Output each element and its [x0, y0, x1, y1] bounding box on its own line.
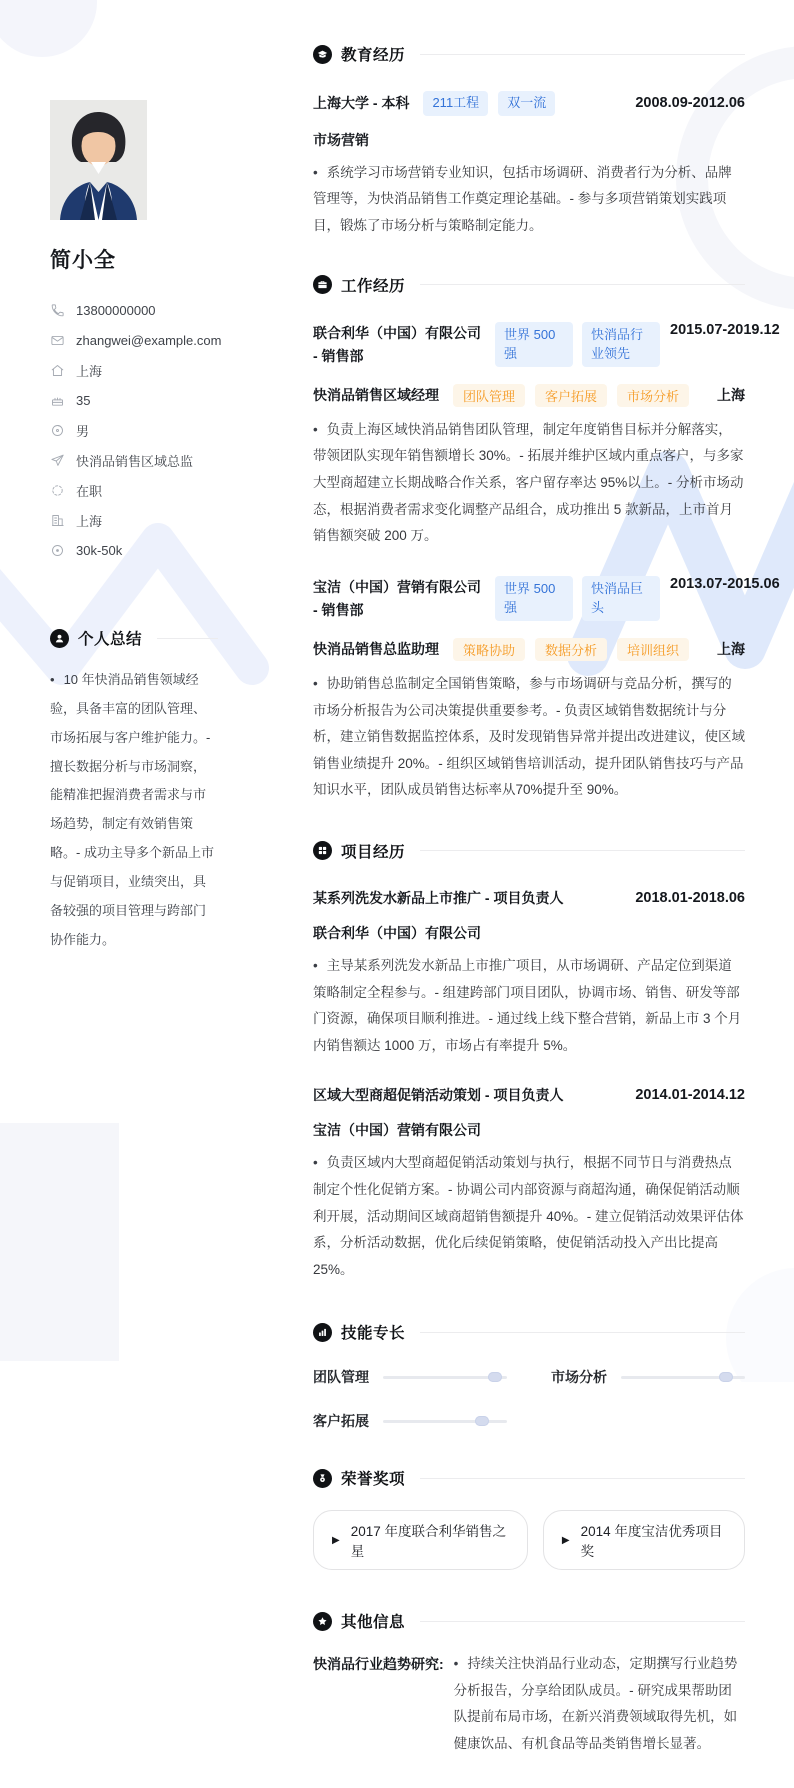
project-detail: • 负责区域内大型商超促销活动策划与执行，根据不同节日与消费热点制定个性化促销方案。- 协调公司内部资源与商超沟通，确保促销活动顺利开展，活动期间区域商超销售额提升 40%。- 建立促销活动效果评估体系，分析活动数据，优化后续促销策略，使促销活动投入产出比提高 25%。 [313, 1155, 744, 1277]
age-icon [50, 393, 65, 408]
summary-title: 个人总结 [78, 631, 143, 648]
play-icon: ▶ [332, 1534, 340, 1546]
contact-list [50, 295, 222, 565]
skill-name: 客户拓展 [313, 1413, 369, 1430]
company-tag: 世界 500 强 [495, 322, 573, 367]
contact-position [50, 445, 218, 475]
contact-email [50, 325, 222, 355]
medal-icon [313, 1469, 332, 1488]
contact-status-value: 在职 [76, 483, 103, 499]
work-location: 上海 [717, 641, 745, 658]
school-tag: 双一流 [498, 91, 555, 116]
other-section [313, 1610, 745, 1757]
projects-section [313, 840, 745, 1283]
company-name: 宝洁（中国）营销有限公司 - 销售部 [313, 578, 481, 618]
skill-item [551, 1367, 745, 1387]
contact-age [50, 385, 218, 415]
company-tag: 世界 500 强 [495, 576, 573, 621]
project-item [313, 1085, 745, 1283]
skill-slider[interactable] [383, 1376, 507, 1379]
work-location: 上海 [717, 387, 745, 404]
contact-city-value: 上海 [76, 513, 103, 529]
other-label: 快消品行业趋势研究: [313, 1656, 444, 1673]
project-name: 区域大型商超促销活动策划 - 项目负责人 [313, 1087, 564, 1104]
skill-slider[interactable] [383, 1420, 507, 1423]
star-icon [313, 1612, 332, 1631]
work-period: 2015.07-2019.12 [670, 321, 780, 338]
slider-handle[interactable] [475, 1416, 489, 1426]
contact-age-value: 35 [76, 392, 91, 408]
honor-pill[interactable] [543, 1510, 745, 1570]
summary-text: • 10 年快消品销售领域经验，具备丰富的团队管理、市场拓展与客户维护能力。- 擅长数据分析与市场洞察，能精准把握消费者需求与市场趋势，制定有效销售策略。- 成功主导多个新品上市与促销项目，业绩突出，具备较强的项目管理与跨部门协作能力。 [50, 672, 214, 947]
other-detail: • 持续关注快消品行业动态，定期撰写行业趋势分析报告，分享给团队成员。- 研究成果帮助团队提前布局市场，在新兴消费领域取得先机，如健康饮品、有机食品等品类销售增长显著。 [453, 1656, 738, 1752]
role-tag: 市场分析 [617, 384, 689, 407]
other-item [313, 1651, 745, 1757]
summary-section [50, 627, 218, 955]
honor-text: 2014 年度宝洁优秀项目奖 [580, 1524, 723, 1560]
role-title: 快消品销售区域经理 [313, 387, 439, 404]
briefcase-icon [313, 275, 332, 294]
slider-handle[interactable] [719, 1372, 733, 1382]
role-tag: 数据分析 [535, 638, 607, 661]
project-period: 2018.01-2018.06 [635, 889, 745, 906]
person-icon [50, 629, 69, 648]
education-detail: • 系统学习市场营销专业知识，包括市场调研、消费者行为分析、品牌管理等，为快消品销售工作奠定理论基础。- 参与多项营销策划实践项目，锻炼了市场分析与策略制定能力。 [313, 164, 732, 234]
company-tag: 快消品行业领先 [582, 322, 660, 367]
work-detail: • 负责上海区域快消品销售团队管理，制定年度销售目标并分解落实，带领团队实现年销售额增长 30%。- 拓展并维护区域内重点客户，与多家大型商超建立长期战略合作关系，客户留存率达 95%以上。- 分析市场动态，根据消费者需求变化调整产品组合，成功推出 5 款新品，上市首月销售额突破 200 万。 [313, 421, 744, 544]
skill-slider[interactable] [621, 1376, 745, 1379]
skill-item [313, 1411, 507, 1431]
contact-salary-value: 30k-50k [76, 542, 123, 558]
phone-icon [50, 303, 65, 318]
sidebar [50, 0, 222, 1758]
project-company: 宝洁（中国）营销有限公司 [313, 1122, 481, 1139]
home-icon [50, 363, 65, 378]
school-name: 上海大学 - 本科 [313, 95, 410, 112]
grid-icon [313, 841, 332, 860]
education-section [313, 43, 745, 240]
project-item [313, 888, 745, 1059]
education-title: 教育经历 [341, 47, 406, 64]
gender-icon [50, 423, 65, 438]
contact-gender [50, 415, 218, 445]
role-tag: 团队管理 [453, 384, 525, 407]
skills-title: 技能专长 [341, 1325, 406, 1343]
contact-position-value: 快消品销售区域总监 [76, 453, 194, 469]
other-title: 其他信息 [341, 1614, 406, 1632]
play-icon: ▶ [561, 1534, 570, 1546]
bar-chart-icon [313, 1323, 332, 1342]
work-item [313, 321, 780, 550]
school-tag: 211工程 [423, 91, 488, 116]
slider-handle[interactable] [488, 1372, 502, 1382]
contact-gender-value: 男 [76, 423, 90, 439]
education-item [313, 91, 745, 116]
skill-item [313, 1367, 507, 1387]
candidate-name: 简小全 [50, 249, 116, 272]
work-detail: • 协助销售总监制定全国销售策略，参与市场调研与竞品分析，撰写的市场分析报告为公司决策提供重要参考。- 负责区域销售数据统计与分析，建立销售数据监控体系，及时发现销售异常并提出改进建议，使区域销售业绩提升 20%。- 组织区域销售培训活动，提升团队销售技巧与产品知识水平，团队成员销售达标率从70%提升至 90%。 [313, 675, 745, 798]
graduation-cap-icon [313, 45, 332, 64]
position-icon [50, 453, 65, 468]
project-detail: • 主导某系列洗发水新品上市推广项目，从市场调研、产品定位到渠道策略制定全程参与。- 组建跨部门项目团队，协调市场、销售、研发等部门资源，确保项目顺利推进。- 通过线上线下整合营销，新品上市 3 个月内销售额达 1000 万，市场占有率提升 5%。 [313, 957, 742, 1053]
honor-text: 2017 年度联合利华销售之星 [350, 1524, 506, 1560]
contact-salary [50, 535, 218, 565]
contact-status [50, 475, 218, 505]
project-company: 联合利华（中国）有限公司 [313, 924, 481, 941]
work-item [313, 575, 780, 804]
contact-email-value: zhangwei@example.com [76, 332, 222, 348]
contact-city [50, 505, 218, 535]
role-title: 快消品销售总监助理 [313, 641, 439, 658]
honor-pill[interactable] [313, 1510, 528, 1570]
skill-name: 市场分析 [551, 1369, 607, 1386]
honors-section [313, 1467, 745, 1570]
role-tag: 培训组织 [617, 638, 689, 661]
contact-hometown [50, 355, 218, 385]
skill-name: 团队管理 [313, 1369, 369, 1386]
honors-title: 荣誉奖项 [341, 1471, 406, 1489]
education-period: 2008.09-2012.06 [635, 95, 745, 112]
skills-section [313, 1321, 745, 1431]
profile-photo [50, 100, 147, 220]
contact-phone [50, 295, 218, 325]
email-icon [50, 333, 65, 348]
work-section [313, 274, 780, 804]
salary-icon [50, 543, 65, 558]
city-icon [50, 513, 65, 528]
work-period: 2013.07-2015.06 [670, 575, 780, 592]
contact-hometown-value: 上海 [76, 363, 103, 379]
resume-main [313, 0, 780, 1758]
company-name: 联合利华（中国）有限公司 - 销售部 [313, 324, 481, 364]
role-tag: 策略协助 [453, 638, 525, 661]
project-period: 2014.01-2014.12 [635, 1087, 745, 1104]
project-name: 某系列洗发水新品上市推广 - 项目负责人 [313, 889, 564, 906]
role-tag: 客户拓展 [535, 384, 607, 407]
major: 市场营销 [313, 131, 369, 148]
status-icon [50, 483, 65, 498]
company-tag: 快消品巨头 [582, 576, 660, 621]
work-title: 工作经历 [341, 277, 406, 295]
projects-title: 项目经历 [341, 843, 406, 861]
contact-phone-value: 13800000000 [76, 302, 156, 318]
